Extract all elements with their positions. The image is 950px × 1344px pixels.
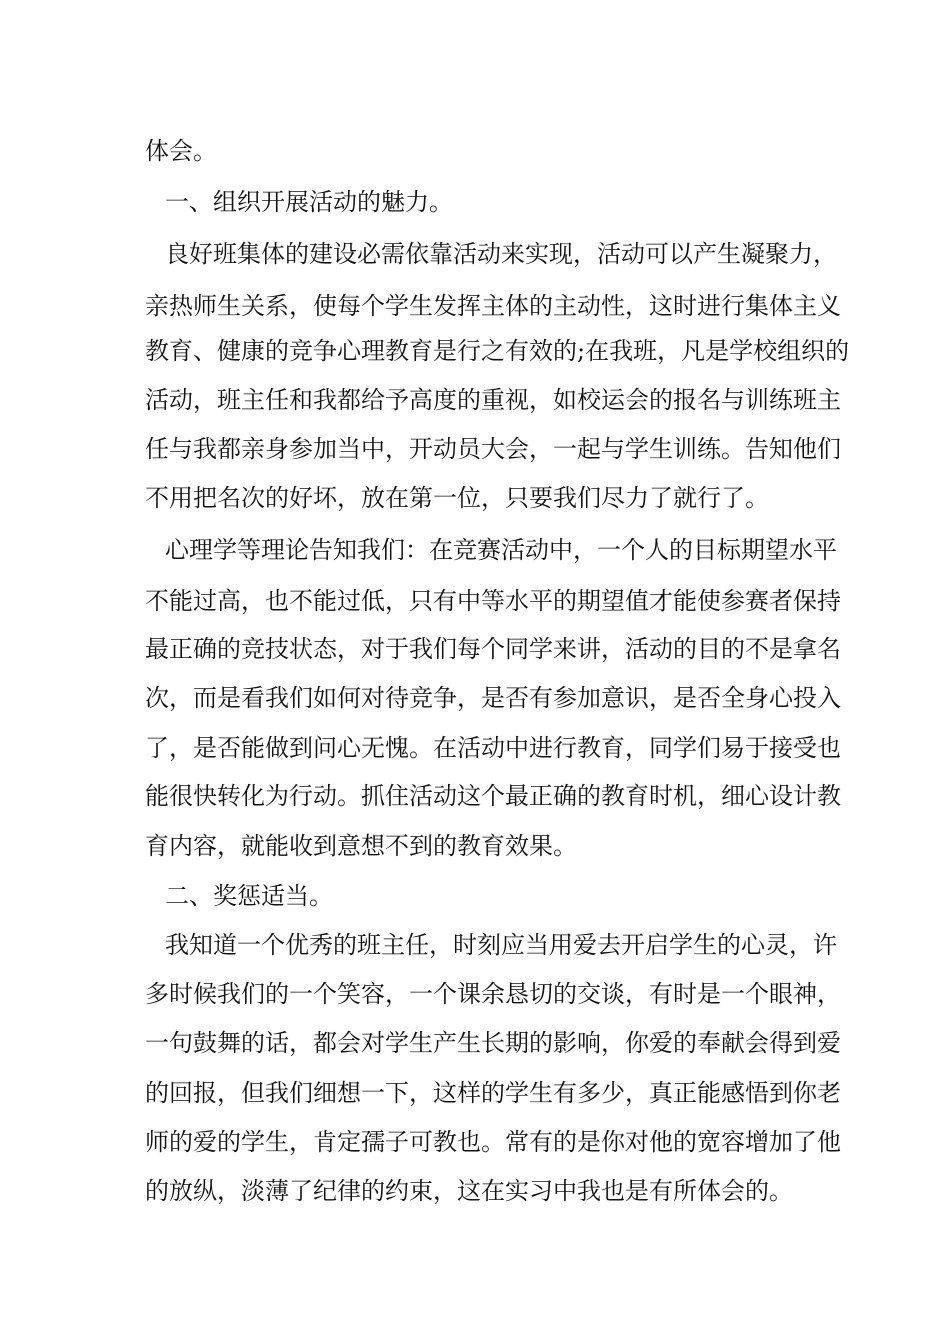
text-line: 不用把名次的好坏，放在第一位，只要我们尽力了就行了。: [145, 484, 769, 512]
text-line: 最正确的竞技状态，对于我们每个同学来讲，活动的目的不是拿名: [145, 635, 841, 663]
text-line: 师的爱的学生，肯定孺子可教也。常有的是你对他的宽容增加了他: [145, 1128, 841, 1156]
text-line: 任与我都亲身参加当中，开动员大会，一起与学生训练。告知他们: [145, 435, 841, 463]
text-line: 的回报，但我们细想一下，这样的学生有多少，真正能感悟到你老: [145, 1079, 841, 1107]
section-heading: 一、组织开展活动的魅力。: [165, 188, 453, 216]
text-line: 育内容，就能收到意想不到的教育效果。: [145, 832, 577, 860]
text-line: 活动，班主任和我都给予高度的重视，如校运会的报名与训练班主: [145, 386, 841, 414]
text-line: 次，而是看我们如何对待竞争，是否有参加意识，是否全身心投入: [145, 684, 841, 712]
text-line: 的放纵，淡薄了纪律的约束，这在实习中我也是有所体会的。: [145, 1177, 793, 1205]
text-line: 教育、健康的竞争心理教育是行之有效的;在我班，凡是学校组织的: [145, 337, 850, 365]
text-line: 良好班集体的建设必需依靠活动来实现，活动可以产生凝聚力，: [165, 240, 837, 268]
text-line: 多时候我们的一个笑容，一个课余恳切的交谈，有时是一个眼神，: [145, 980, 841, 1008]
text-line: 体会。: [145, 137, 217, 165]
text-line: 一句鼓舞的话，都会对学生产生长期的影响，你爱的奉献会得到爱: [145, 1029, 841, 1057]
section-heading: 二、奖惩适当。: [165, 882, 333, 910]
text-line: 亲热师生关系，使每个学生发挥主体的主动性，这时进行集体主义: [145, 292, 841, 320]
text-line: 不能过高，也不能过低，只有中等水平的期望值才能使参赛者保持: [145, 587, 841, 615]
text-line: 心理学等理论告知我们：在竞赛活动中，一个人的目标期望水平: [165, 536, 837, 564]
text-line: 我知道一个优秀的班主任，时刻应当用爱去开启学生的心灵，许: [165, 931, 837, 959]
text-line: 能很快转化为行动。抓住活动这个最正确的教育时机，细心设计教: [145, 782, 841, 810]
text-line: 了，是否能做到问心无愧。在活动中进行教育，同学们易于接受也: [145, 734, 841, 762]
